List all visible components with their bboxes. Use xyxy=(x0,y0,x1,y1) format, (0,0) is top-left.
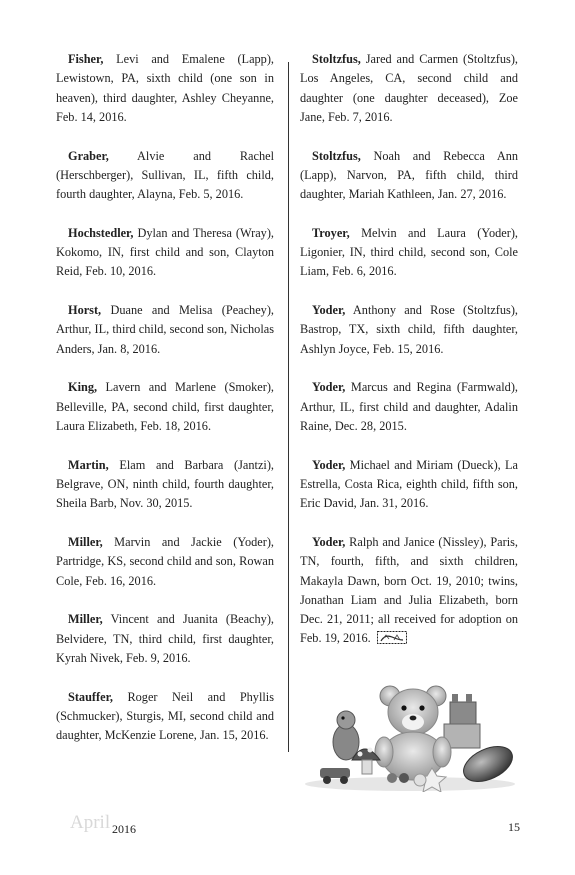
family-name: Stoltzfus, xyxy=(312,148,361,163)
birth-entry xyxy=(56,224,274,282)
family-name: Yoder, xyxy=(312,534,346,549)
entry-text: Noah and Rebecca Ann (Lapp), Narvon, PA, fifth child, third daughter, Mariah Kathleen, Jan. 27, 2016. xyxy=(300,148,518,202)
birth-entry xyxy=(300,456,518,514)
entry-text: Melvin and Laura (Yoder), Ligonier, IN, third child, second son, Cole Liam, Feb. 6, 2016. xyxy=(300,225,518,279)
entry-text: Vincent and Juanita (Beachy), Belvidere, TN, third child, first daughter, Kyrah Nivek, Feb. 9, 2016. xyxy=(56,612,274,665)
family-name: Martin, xyxy=(68,457,109,472)
birth-entry xyxy=(300,50,518,127)
footer-year: 2016 xyxy=(112,822,136,836)
birth-entry xyxy=(56,533,274,591)
family-name: Graber, xyxy=(68,148,109,163)
entry-text: Alvie and Rachel (Herschberger), Sullivan, IL, fifth child, fourth daughter, Alayna, Feb. 5, 2016. xyxy=(56,148,274,202)
birth-entry xyxy=(56,378,274,436)
entry-text: Ralph and Janice (Nissley), Paris, TN, fourth, fifth, and sixth children, Makayla Dawn, born Oct. 19, 2010; twins, Jonathan Liam and Julia Elizabeth, born Dec. 21, 2011; all received for adoption on Feb. 19, 2016. xyxy=(300,534,518,646)
birth-entry xyxy=(56,456,274,514)
birth-entry xyxy=(300,378,518,436)
family-name: Horst, xyxy=(68,303,102,318)
birth-entry xyxy=(56,610,274,668)
family-name: Troyer, xyxy=(312,225,350,240)
entry-text: Jared and Carmen (Stoltzfus), Los Angeles, CA, second child and daughter (one daughter deceased), Zoe Jane, Feb. 7, 2016. xyxy=(300,52,518,124)
family-name: Yoder, xyxy=(312,380,346,395)
birth-entry xyxy=(300,147,518,205)
entry-text: Duane and Melisa (Peachey), Arthur, IL, third child, second son, Nicholas Anders, Jan. 8, 2016. xyxy=(56,303,274,356)
entry-text: Lavern and Marlene (Smoker), Belleville, PA, second child, first daughter, Laura Elizabeth, Feb. 18, 2016. xyxy=(56,380,274,434)
entry-text: Roger Neil and Phyllis (Schmucker), Sturgis, MI, second child and daughter, McKenzie Lorene, Jan. 15, 2016. xyxy=(56,689,274,743)
entry-text: Levi and Emalene (Lapp), Lewistown, PA, sixth child (one son in heaven), third daughter, Ashley Cheyanne, Feb. 14, 2016. xyxy=(56,52,274,124)
right-column xyxy=(300,50,518,668)
family-name: Miller, xyxy=(68,612,103,627)
footer-month: April xyxy=(70,812,111,833)
birth-entry xyxy=(300,301,518,359)
family-name: Yoder, xyxy=(312,457,346,472)
family-name: Stauffer, xyxy=(68,689,113,704)
family-name: Yoder, xyxy=(312,303,346,318)
family-name: Fisher, xyxy=(68,52,104,66)
entry-text: Marvin and Jackie (Yoder), Partridge, KS, second child and son, Rowan Cole, Feb. 16, 2016. xyxy=(56,534,274,588)
birth-entry xyxy=(300,224,518,282)
entry-text: Marcus and Regina (Farmwald), Arthur, IL, first child and daughter, Adalin Raine, Dec. 28, 2015. xyxy=(300,380,518,434)
entry-text: Dylan and Theresa (Wray), Kokomo, IN, first child and son, Clayton Reid, Feb. 10, 2016. xyxy=(56,225,274,279)
family-name: Hochstedler, xyxy=(68,225,134,240)
birth-entry xyxy=(56,688,274,746)
birth-entry xyxy=(56,147,274,205)
family-name: Miller, xyxy=(68,534,103,549)
birth-entry xyxy=(300,533,518,649)
family-name: Stoltzfus, xyxy=(312,52,361,66)
entry-text: Anthony and Rose (Stoltzfus), Bastrop, TX, sixth child, fifth daughter, Ashlyn Joyce, Feb. 15, 2016. xyxy=(300,303,518,356)
left-column xyxy=(56,50,274,765)
end-mark-icon xyxy=(377,631,407,644)
page-number: 15 xyxy=(508,820,520,834)
family-name: King, xyxy=(68,380,98,395)
birth-entry xyxy=(56,50,274,127)
toys-illustration xyxy=(300,672,520,792)
entry-text: Michael and Miriam (Dueck), La Estrella, Costa Rica, eighth child, fifth son, Eric David, Jan. 31, 2016. xyxy=(300,457,518,511)
column-divider xyxy=(288,62,289,752)
entry-text: Elam and Barbara (Jantzi), Belgrave, ON, ninth child, fourth daughter, Sheila Barb, Nov. 30, 2015. xyxy=(56,457,274,511)
birth-entry xyxy=(56,301,274,359)
